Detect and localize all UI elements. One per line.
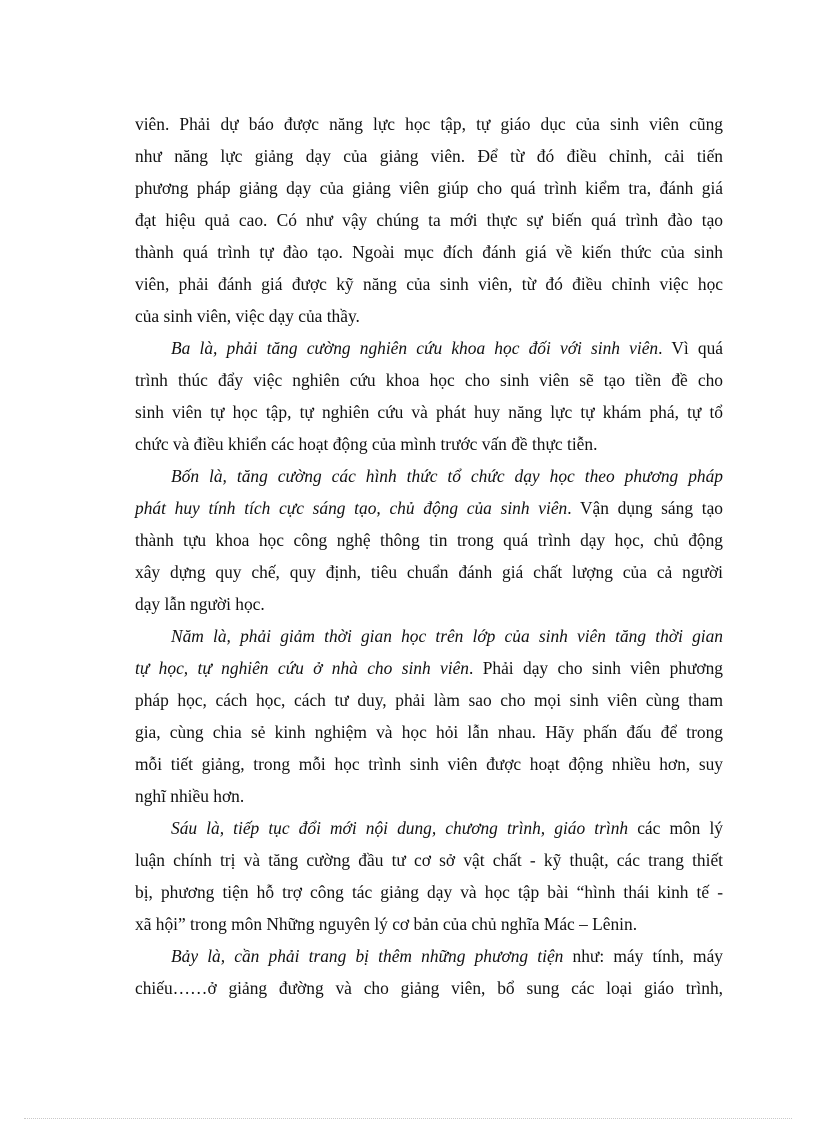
italic-heading-text: Năm là, phải giảm thời gian học trên lớp của sinh viên tăng thời gian [171,626,723,646]
body-text: nghĩ nhiều hơn. [135,786,245,806]
text-line [135,492,723,524]
body-text: xây dựng quy chế, quy định, tiêu chuẩn đánh giá chất lượng của cả người [135,562,723,582]
text-line [135,172,723,204]
body-text: viên. Phải dự báo được năng lực học tập, tự giáo dục của sinh viên cũng [135,114,723,134]
italic-heading-text: Sáu là, tiếp tục đổi mới nội dung, chương trình, giáo trình [171,818,629,838]
paragraph-first-line [135,940,723,972]
body-text: thành quá trình tự đào tạo. Ngoài mục đích đánh giá về kiến thức của sinh [135,242,723,262]
paragraph-first-line [135,460,723,492]
body-text: viên, phải đánh giá được kỹ năng của sinh viên, từ đó điều chỉnh việc học [135,274,723,294]
text-line [135,236,723,268]
italic-heading-text: phát huy tính tích cực sáng tạo, chủ động của sinh viên [135,498,568,518]
italic-heading-text: Bốn là, tăng cường các hình thức tổ chức dạy học theo phương pháp [171,466,723,486]
text-line [135,588,723,620]
body-text: . Vận dụng sáng tạo [567,498,723,518]
body-text: như năng lực giảng dạy của giảng viên. Để từ đó điều chỉnh, cải tiến [135,146,723,166]
paragraph-first-line [135,620,723,652]
text-line [135,780,723,812]
paragraph-first-line [135,332,723,364]
text-line [135,396,723,428]
body-text: . Vì quá [658,338,724,358]
body-text: chức và điều khiển các hoạt động của mình trước vấn đề thực tiễn. [135,434,598,454]
text-line [135,268,723,300]
text-line [135,844,723,876]
document-page [135,108,723,1004]
text-line [135,972,723,1004]
text-line [135,204,723,236]
body-text: bị, phương tiện hỗ trợ công tác giảng dạy và học tập bài “hình thái kinh tế - [135,882,723,902]
text-line [135,876,723,908]
text-line [135,300,723,332]
body-text: mỗi tiết giảng, trong mỗi học trình sinh viên được hoạt động nhiều hơn, suy [135,754,723,774]
text-line [135,364,723,396]
body-text: gia, cùng chia sẻ kinh nghiệm và học hỏi lẫn nhau. Hãy phấn đấu để trong [135,722,723,742]
body-text: đạt hiệu quả cao. Có như vậy chúng ta mới thực sự biến quá trình đào tạo [135,210,723,230]
italic-heading-text: Bảy là, cần phải trang bị thêm những phương tiện [171,946,564,966]
body-text: pháp học, cách học, cách tư duy, phải làm sao cho mọi sinh viên cùng tham [135,690,723,710]
body-text: . Phải dạy cho sinh viên phương [469,658,724,678]
body-text: phương pháp giảng dạy của giảng viên giúp cho quá trình kiểm tra, đánh giá [135,178,723,198]
paragraph-first-line [135,812,723,844]
text-line [135,556,723,588]
body-text: dạy lẫn người học. [135,594,265,614]
body-text: thành tựu khoa học công nghệ thông tin trong quá trình dạy học, chủ động [135,530,723,550]
italic-heading-text: tự học, tự nghiên cứu ở nhà cho sinh viên [135,658,470,678]
text-line [135,684,723,716]
page-bottom-divider [24,1118,792,1119]
text-line [135,140,723,172]
text-line [135,524,723,556]
body-text: luận chính trị và tăng cường đầu tư cơ sở vật chất - kỹ thuật, các trang thiết [135,850,723,870]
text-line [135,652,723,684]
text-line [135,428,723,460]
text-line [135,108,723,140]
body-text: sinh viên tự học tập, tự nghiên cứu và phát huy năng lực tự khám phá, tự tổ [135,402,723,422]
text-line [135,748,723,780]
body-text: trình thúc đẩy việc nghiên cứu khoa học cho sinh viên sẽ tạo tiền đề cho [135,370,723,390]
body-text: xã hội” trong môn Những nguyên lý cơ bản của chủ nghĩa Mác – Lênin. [135,914,638,934]
body-text: chiếu……ở giảng đường và cho giảng viên, bổ sung các loại giáo trình, [135,978,723,998]
body-text: như: máy tính, máy [563,946,723,966]
italic-heading-text: Ba là, phải tăng cường nghiên cứu khoa học đối với sinh viên [171,338,659,358]
text-line [135,908,723,940]
text-line [135,716,723,748]
body-text: các môn lý [628,818,723,838]
body-text: của sinh viên, việc dạy của thầy. [135,306,360,326]
